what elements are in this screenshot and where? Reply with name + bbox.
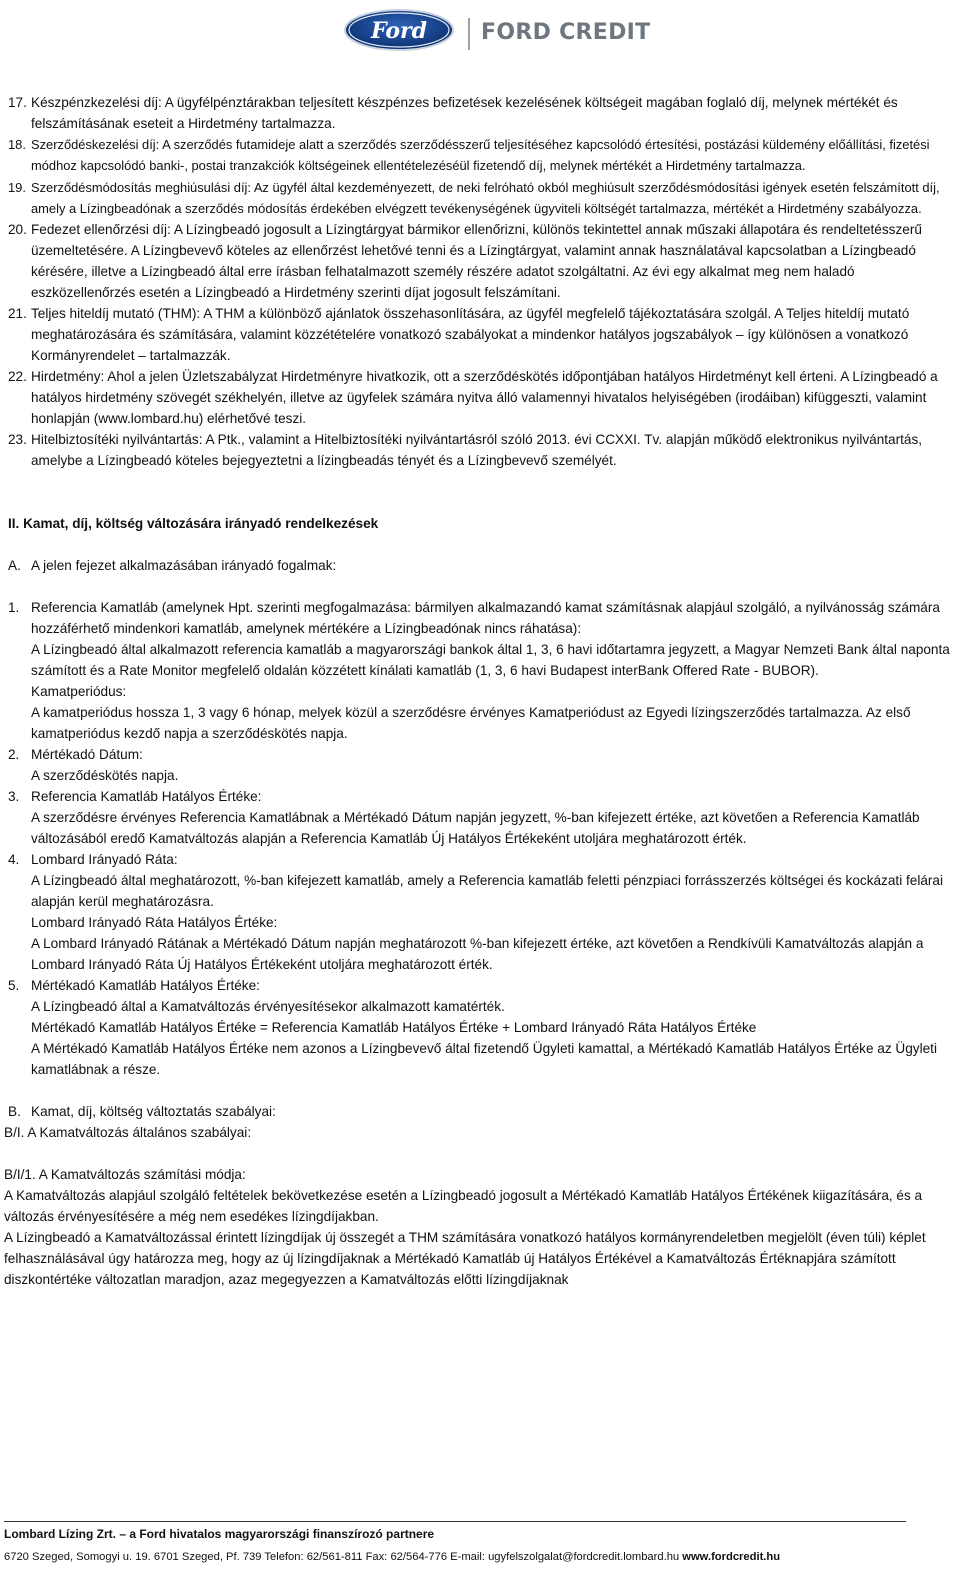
- interest-definition: [4, 744, 954, 786]
- item-text: Szerződésmódosítás meghiúsulási díj: Az ügyfél által kezdeményezett, de neki felróható okból meghiúsult szerződésmódosítási igények esetén felszámított díj, amely a Lízingbeadónak a szerződés módosítás érdekében elvégzett tevékenységének ügyviteli költségét tartalmazza, mértékét a Hirdetmény szabályozza.: [31, 179, 940, 216]
- item-number: 17.: [8, 95, 27, 110]
- definition-line: A Lízingbeadó által meghatározott, %-ban kifejezett kamatláb, amely a Referencia kamatláb feletti pénzpiaci forrásszerzés költségei és kockázati felárai alapján kerül meghatározásra.: [31, 873, 944, 910]
- item-text: Szerződéskezelési díj: A szerződés futamideje alatt a szerződés szerződésszerű teljesítéséhez kapcsolódó értesítési, postázási küldemény előállítási, fizetési módhoz kapcsolódó banki-, postai tranzakciók költségeinek ellentételezéséül fizetendő díj, melynek mértékét a Hirdetmény tartalmazza.: [31, 137, 930, 174]
- item-text: Teljes hiteldíj mutató (THM): A THM a különböző ajánlatok összehasonlítására, az ügyfél megfelelő tájékoztatására szolgál. A Teljes hiteldíj mutató meghatározására és számítására, valamint közzétételére vonatkozó szabályokat a mindenkor hatályos jogszabályok – így különösen a vonatkozó Kormányrendelet – tartalmazzák.: [31, 306, 910, 364]
- definition-line: A Lombard Irányadó Rátának a Mértékadó Dátum napján meghatározott %-ban kifejezett értéke, azt követően a Rendkívüli Kamatváltozás alapján a Lombard Irányadó Ráta Új Hatályos Értékeként utoljára meghatározott érték.: [31, 936, 924, 973]
- definition-line: Referencia Kamatláb (amelynek Hpt. szerinti megfogalmazása: bármilyen alkalmazandó kamat számításnak alapjául szolgáló, a nyilvánosság számára hozzáférhető mindenkori kamatláb, amelynek mértékére a Lízingbeadónak nincs ráhatása):: [31, 600, 940, 637]
- interest-definitions-list: [4, 597, 954, 1080]
- svg-text:Ford: Ford: [370, 18, 428, 44]
- item-number: 22.: [8, 369, 27, 385]
- page-header: [0, 0, 960, 60]
- item-number: 4.: [8, 852, 20, 868]
- item-number: 19.: [8, 179, 26, 195]
- footer-contact: 6720 Szeged, Somogyi u. 19. 6701 Szeged, Pf. 739 Telefon: 62/561-811 Fax: 62/564-776 E-mail: ugyfelszolgalat@fordcredit.lombard.hu www.fordcredit.hu: [4, 1551, 781, 1563]
- definitions-list-continued: [4, 92, 954, 471]
- definition-item: [4, 92, 954, 134]
- item-number: 18.: [8, 137, 26, 152]
- document-body: [4, 92, 954, 1290]
- item-number: 5.: [8, 978, 20, 994]
- definition-item: [4, 303, 954, 366]
- section-bi-title: B/I. A Kamatváltozás általános szabályai:: [4, 1125, 252, 1141]
- definition-item: [4, 429, 954, 471]
- item-number: 1.: [8, 600, 20, 616]
- definition-line: A szerződéskötés napja.: [31, 768, 179, 784]
- definition-line: A Lízingbeadó által alkalmazott referencia kamatláb a magyarországi bankok által 1, 3, 6 havi időtartamra jegyzett, a Magyar Nemzeti Bank által naponta számított és a Rate Monitor megfelelő oldalán közzétett kínálati kamatláb (1, 3, 6 havi Budapest interBank Offered Rate - BUBOR).: [31, 642, 950, 679]
- definition-item: [4, 177, 954, 220]
- definition-line: Lombard Irányadó Ráta:: [31, 852, 178, 868]
- item-text: Hirdetmény: Ahol a jelen Üzletszabályzat Hirdetményre hivatkozik, ott a szerződéskötés időpontjában hatályos Hirdetményt kell érteni. A Lízingbeadó a hatályos hirdetmény szövegét székhelyén, illetve az ügyfelek számára nyitva álló valamennyi hivatalos helyiségében (irodáiban) kifüggeszti, valamint honlapján (www.lombard.hu) elérhetővé teszi.: [31, 369, 938, 427]
- item-number: 21.: [8, 306, 27, 322]
- definition-line: A kamatperiódus hossza 1, 3 vagy 6 hónap, melyek közül a szerződésre érvényes Kamatperiódust az Egyedi lízingszerződés tartalmazza. Az első kamatperiódus kezdő napja a szerződéskötés napja.: [31, 705, 911, 742]
- item-text: Fedezet ellenőrzési díj: A Lízingbeadó jogosult a Lízingtárgyat bármikor ellenőrizni, különös tekintettel annak műszaki állapotára és rendeltetésszerű üzemeltetésére. A Lízingbevevő köteles az ellenőrzést lehetővé tenni és a Lízingtárgyat, valamint annak használatával kapcsolatban a Lízingbeadó kérésére, illetve a Lízingbeadó által erre írásban felhatalmazott személy részére adatot szolgáltatni. Az évi egy alkalmat meg nem haladó eszközellenőrzés esetén a Lízingbeadó a Hirdetmény szerinti díjat jogosult felszámítani.: [31, 222, 922, 301]
- paragraph: A Lízingbeadó a Kamatváltozással érintett lízingdíjak új összegét a THM számítására vonatkozó hatályos kormányrendeletben megjelölt (éven túli) képlet felhasználásával úgy határozza meg, hogy az új lízingdíjaknak a Mértékadó Kamatláb új Hatályos Értékével a Kamatváltozás Értéknapjára számított diszkontértéke változatlan maradjon, azaz megegyezzen a Kamatváltozás előtti lízingdíjaknak: [4, 1230, 926, 1288]
- section-bi1-title: B/I/1. A Kamatváltozás számítási módja:: [4, 1167, 246, 1183]
- definition-line: A Lízingbeadó által a Kamatváltozás érvényesítésekor alkalmazott kamatérték.: [31, 999, 505, 1015]
- item-number: 3.: [8, 789, 20, 805]
- definition-line: Mértékadó Kamatláb Hatályos Értéke = Referencia Kamatláb Hatályos Értéke + Lombard Irányadó Ráta Hatályos Értéke: [31, 1020, 757, 1036]
- definition-line: Mértékadó Kamatláb Hatályos Értéke:: [31, 978, 260, 994]
- footer-company: Lombard Lízing Zrt. – a Ford hivatalos magyarországi finanszírozó partnere: [4, 1527, 435, 1541]
- paragraph: A Kamatváltozás alapjául szolgáló feltételek bekövetkezése esetén a Lízingbeadó jogosult a Mértékadó Kamatláb Hatályos Értékének kiigazítására, és a változás érvényesítésére a még nem esedékes lízingdíjakban.: [4, 1188, 923, 1225]
- definition-item: [4, 134, 954, 177]
- interest-definition: [4, 597, 954, 744]
- brand-name: FORD CREDIT: [481, 20, 651, 45]
- definition-item: [4, 219, 954, 303]
- section-heading: II. Kamat, díj, költség változására irányadó rendelkezések: [8, 516, 379, 532]
- ford-oval-logo: [343, 8, 455, 52]
- definition-line: Lombard Irányadó Ráta Hatályos Értéke:: [31, 915, 278, 931]
- definition-line: Kamatperiódus:: [31, 684, 127, 700]
- item-number: 20.: [8, 222, 27, 238]
- footer-website-link[interactable]: www.fordcredit.hu: [682, 1551, 781, 1563]
- footer-divider: [4, 1521, 906, 1522]
- item-number: 23.: [8, 432, 27, 448]
- definition-line: Referencia Kamatláb Hatályos Értéke:: [31, 789, 262, 805]
- definition-line: A szerződésre érvényes Referencia Kamatlábnak a Mértékadó Dátum napján jegyzett, %-ban kifejezett értéke, azt követően a Referencia Kamatláb változásából eredő Kamatváltozás alapján a Referencia Kamatláb Új Hatályos Értékeként utoljára meghatározott érték.: [31, 810, 920, 847]
- interest-definition: [4, 786, 954, 849]
- item-number: 2.: [8, 747, 20, 763]
- section-b-title: B. Kamat, díj, költség változtatás szabályai:: [8, 1104, 276, 1120]
- item-text: Hitelbiztosítéki nyilvántartás: A Ptk., valamint a Hitelbiztosítéki nyilvántartásról szóló 2013. évi CCXXI. Tv. alapján működő elektronikus nyilvántartás, amelybe a Lízingbeadó köteles bejegyeztetni a lízingbeadás tényét és a Lízingbevevő személyét.: [31, 432, 923, 469]
- definition-line: A Mértékadó Kamatláb Hatályos Értéke nem azonos a Lízingbevevő által fizetendő Ügyleti kamattal, a Mértékadó Kamatláb Hatályos Értéke az Ügyleti kamatlábnak a része.: [31, 1041, 937, 1078]
- section-a-title: A. A jelen fejezet alkalmazásában irányadó fogalmak:: [8, 558, 337, 574]
- interest-definition: [4, 975, 954, 1080]
- definition-item: [4, 366, 954, 429]
- logo-divider: [468, 18, 470, 50]
- item-text: Készpénzkezelési díj: A ügyfélpénztárakban teljesített készpénzes befizetések kezelésének költségeit magában foglaló díj, melynek mértékét és felszámításának eseteit a Hirdetmény tartalmazza.: [31, 95, 898, 131]
- definition-line: Mértékadó Dátum:: [31, 747, 143, 763]
- interest-definition: [4, 849, 954, 975]
